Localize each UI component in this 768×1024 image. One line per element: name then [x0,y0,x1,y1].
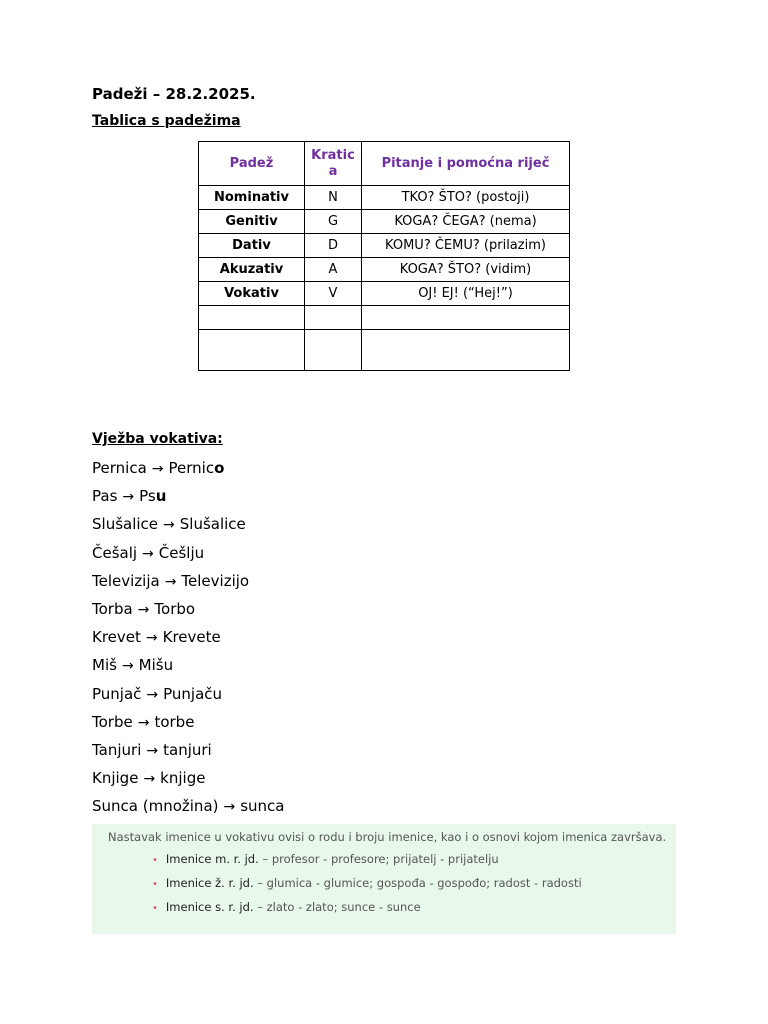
arrow-right-icon: → [163,517,175,534]
exercise-item [92,710,285,738]
word-nominative: Punjač [92,684,142,703]
table-row [199,258,570,282]
word-nominative: Češalj [92,543,138,562]
arrow-right-icon: → [137,714,150,731]
case-question: KOGA? ŠTO? (vidim) [362,258,570,282]
empty-table-row [199,330,570,371]
exercise-title: Vježba vokativa: [92,431,223,447]
word-nominative: Tanjuri [92,740,142,759]
exercise-list [92,456,285,822]
case-question: OJ! EJ! (“Hej!”) [362,282,570,306]
word-vocative: Punjaču [163,684,223,703]
word-vocative: Slušalice [179,515,246,534]
bullet-icon: • [152,903,158,914]
case-abbreviation: V [305,282,362,306]
note-item [152,900,582,924]
arrow-right-icon: → [146,686,159,703]
exercise-item [92,484,285,512]
note-text: Nastavak imenice u vokativu ovisi o rodu i broju imenice, kao i o osnovi kojom imenica završava. [108,830,667,844]
word-vocative: Torbo [154,599,196,618]
word-nominative: Pernica [92,459,147,477]
empty-cell [305,330,362,371]
exercise-item [92,766,285,794]
case-abbreviation: D [305,234,362,258]
word-vocative: sunca [240,797,285,816]
case-abbreviation: N [305,186,362,210]
word-nominative: Miš [92,656,117,675]
empty-cell [362,306,570,330]
table-title: Tablica s padežima [92,113,241,129]
word-vocative: torbe [154,712,195,731]
header-case: Padež [199,142,305,186]
header-abbreviation: Kratic a [305,142,362,186]
note-item-text: – profesor - profesore; prijatelj - prijatelju [258,852,499,866]
word-vocative: Televizijo [181,571,250,590]
exercise-item [92,541,285,569]
arrow-right-icon: → [137,601,150,618]
header-question: Pitanje i pomoćna riječ [362,142,570,186]
word-vocative: Ps [139,487,156,506]
note-item-label: Imenice m. r. jd. [165,852,259,866]
empty-cell [199,330,305,371]
word-nominative: Krevet [92,628,141,647]
word-nominative: Pas [92,487,118,506]
table-row [199,210,570,234]
case-name: Vokativ [199,282,305,306]
table-header-row [199,142,570,186]
exercise-item [92,794,285,822]
bullet-icon: • [152,855,158,866]
word-vocative: Krevete [162,628,221,647]
empty-cell [305,306,362,330]
word-nominative: Knjige [92,769,139,788]
word-nominative: Torba [92,599,133,618]
note-item-label: Imenice s. r. jd. [165,900,254,914]
arrow-right-icon: → [151,461,164,477]
exercise-item [92,597,285,625]
note-item-text: – zlato - zlato; sunce - sunce [253,900,421,914]
exercise-item [92,456,285,484]
vocative-ending: o [214,459,225,477]
word-nominative: Torbe [92,712,133,731]
empty-cell [199,306,305,330]
exercise-item [92,512,285,540]
exercise-item [92,569,285,597]
case-name: Nominativ [199,186,305,210]
note-item-label: Imenice ž. r. jd. [165,876,254,890]
bullet-icon: • [152,879,158,890]
table-row [199,186,570,210]
word-vocative: Češlju [158,543,205,562]
exercise-item [92,653,285,681]
exercise-item [92,738,285,766]
case-name: Dativ [199,234,305,258]
arrow-right-icon: → [143,771,156,788]
word-vocative: tanjuri [163,740,212,759]
arrow-right-icon: → [121,658,134,675]
exercise-item [92,682,285,710]
word-nominative: Slušalice [92,515,159,534]
empty-cell [362,330,570,371]
word-nominative: Televizija [92,571,160,590]
case-abbreviation: A [305,258,362,282]
arrow-right-icon: → [146,742,159,759]
cases-table [198,141,570,371]
word-vocative: Mišu [138,656,174,675]
word-vocative: Pernic [168,459,215,477]
exercise-item [92,625,285,653]
word-vocative: knjige [160,769,206,788]
case-question: KOGA? ČEGA? (nema) [362,210,570,234]
case-abbreviation: G [305,210,362,234]
note-box [92,824,676,934]
case-question: KOMU? ČEMU? (prilazim) [362,234,570,258]
note-list [152,852,582,924]
note-item [152,852,582,876]
case-name: Genitiv [199,210,305,234]
empty-table-row [199,306,570,330]
word-nominative: Sunca (množina) [92,797,219,816]
arrow-right-icon: → [145,630,158,647]
note-item [152,876,582,900]
case-name: Akuzativ [199,258,305,282]
vocative-ending: u [155,487,167,506]
case-question: TKO? ŠTO? (postoji) [362,186,570,210]
table-row [199,234,570,258]
note-item-text: – glumica - glumice; gospođa - gospođo; radost - radosti [253,876,582,890]
page-title: Padeži – 28.2.2025. [92,85,256,103]
table-row [199,282,570,306]
arrow-right-icon: → [122,489,135,506]
arrow-right-icon: → [142,545,154,562]
arrow-right-icon: → [164,573,177,590]
arrow-right-icon: → [223,799,236,816]
